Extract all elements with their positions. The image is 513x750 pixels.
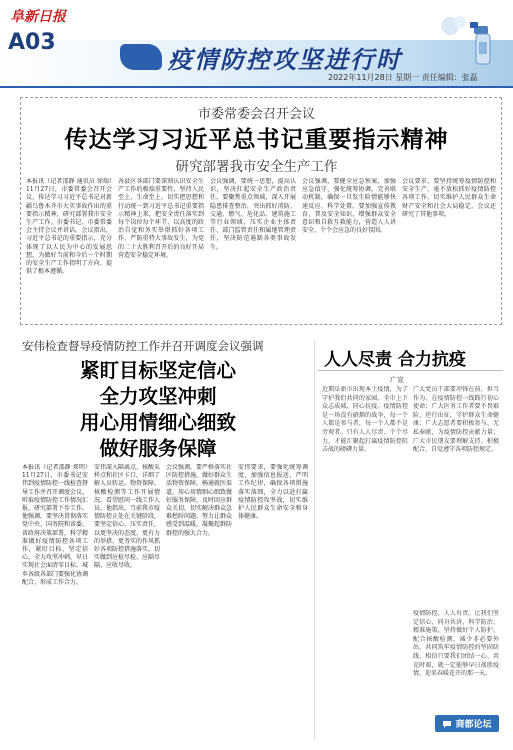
forum-column: 广大党员干部要冲锋在前、担当作为，在疫情防控一线践行初心使命；广大医务工作者要不畏艰险、逆行出征，守护群众生命健康；广大志愿者要积极参与、无私奉献，为疫情防控贡献力量；广大市民朋友要理解支持、积极配合，自觉遵守各项防控规定。 (413, 386, 499, 454)
column-divider (314, 340, 315, 740)
paper-logo: 阜新日报 (10, 9, 66, 25)
mid-article-headline-3: 用心用情细心细致 (79, 411, 236, 434)
forum-tag (435, 715, 499, 732)
forum-column: 疫情防控，人人有责。让我们坚定信心、同舟共济，科学防治、精准施策，坚持做好个人防护，配合核酸检测，减少非必要外出，共同筑牢疫情防控的坚固防线。相信只要我们团结一心、共克时艰，就一定能够早日战胜疫情，迎来春暖花开的那一天。 (413, 610, 499, 678)
mid-article-column: 会议强调，要严格落实社区防控措施，做好群众生活物资保障，畅通就医渠道，用心用情细心细致做好服务保障，及时回应群众关切，切实解决群众急难愁盼问题，努力让群众感受到温暖，凝聚起群防群控的强大合力。 (166, 464, 232, 537)
mid-article-headline-2: 全力攻坚冲刺 (99, 385, 217, 408)
top-article-column: 会议强调，要健全应急预案，加强应急值守，强化统筹协调，完善联动机制，确保一旦发生险情能够快速反应、科学处置。要加强宣传教育，普及安全知识，增强群众安全意识和自救互救能力，营造人人讲安全、个个会应急的良好氛围。 (302, 178, 396, 235)
forum-column: 近期阜新市出现本土疫情，为了守护我们共同的家园，全市上下众志成城、同心抗疫。疫情防控是一场没有硝烟的战争，每一个人都是参与者，每一个人都不是旁观者。只有人人尽责、个个尽力，才能汇聚起打赢疫情防控阻击战的磅礴力量。 (322, 386, 408, 454)
mid-article-headline-4: 做好服务保障 (99, 437, 217, 460)
page-number: A03 (8, 30, 56, 55)
top-article-kicker: 市委常委会召开会议 (197, 107, 315, 122)
forum-title: 人人尽责 合力抗疫 (324, 350, 466, 370)
forum-bubble-icon (442, 719, 452, 729)
date-line: 2022年11月28日 星期一 责任编辑：张磊 (328, 73, 478, 82)
top-article-column: 会议强调，要统一思想，提高认识，坚决扛起安全生产政治责任。要聚焦重点领域，深入开展隐患排查整治，突出抓好消防、交通、燃气、危化品、建筑施工等行业领域，压实企业主体责任、部门监管责任和属地管理责任，坚决防范遏制各类事故发生。 (210, 178, 296, 251)
mid-article-column: 安伟要求，要强化统筹调度，加强信息报送，严明工作纪律，确保各项措施落实落细，全力以赴打赢疫情防控攻坚战，切实维护人民群众生命安全和身体健康。 (238, 464, 308, 521)
section-title: 疫情防控攻坚进行时 (168, 45, 402, 74)
top-article-column: 会议要求，要坚持统筹疫情防控和安全生产，毫不放松抓好疫情防控各项工作，切实维护人民群众生命财产安全和社会大局稳定。会议还研究了其他事项。 (402, 178, 496, 218)
top-article-column: 本报讯（记者邵静 通讯员 徐瑞）11月27日，市委常委会召开会议，传达学习习近平总书记对新疆乌鲁木齐市火灾事故作出的重要指示精神，研究部署我市安全生产工作。市委书记、市委常委会主持会议并讲话。会议指出，习近平总书记的重要指示，充分体现了以人民为中心的发展思想，为做好当前和今后一个时期的安全生产工作指明了方向、提供了根本遵循。 (26, 178, 112, 276)
top-article-subhead: 研究部署我市安全生产工作 (175, 159, 338, 175)
forum-tag-label: 商都论坛 (455, 720, 492, 730)
section-decoration (120, 44, 162, 70)
mid-article-column: 本报讯（记者邵静 郑明）11月27日，市委书记安伟到疫情防控一线检查督导工作并召开调度会议，听取疫情防控工作情况汇报，研究部署下步工作。他强调，要坚决贯彻落实党中央、国务院和省委、省政府决策部署，科学精准做好疫情防控各项工作，紧盯目标、坚定信心，全力攻坚冲刺，早日实现社会面清零目标。城乡各级各部门要强化协调配合，形成工作合力。 (22, 464, 88, 586)
top-article-headline: 传达学习习近平总书记重要指示精神 (64, 127, 449, 153)
top-article-column: 各县区各部门要深刻认识安全生产工作的极端重要性，坚持人民至上、生命至上，切实把思想和行动统一到习近平总书记重要指示精神上来，把安全责任落实到每个岗位每个环节，以高度的政治自觉和务实举措抓好各项工作，严防重特大事故发生，为党的二十大胜利召开后的良好开局营造安全稳定环境。 (118, 178, 204, 259)
mid-article-column: 安伟深入隔离点、核酸采样点和社区卡口，详细了解人员转运、物资保障、核酸检测等工作开展情况，看望慰问一线工作人员。他指出，当前我市疫情防控正处在关键阶段，要坚定信心、压实责任，以更坚决的态度、更有力的举措、更务实的作风抓好各项防控措施落实，切实做到应检尽检、应隔尽隔、应收尽收。 (94, 464, 160, 570)
forum-rule (318, 370, 503, 371)
mid-article-kicker: 安伟检查督导疫情防控工作并召开调度会议强调 (22, 339, 264, 353)
masthead-rule (0, 86, 513, 88)
forum-byline: 广宣 (390, 376, 404, 384)
mid-article-headline-1: 紧盯目标坚定信心 (79, 359, 236, 382)
spray-bottle-icon (430, 12, 500, 66)
